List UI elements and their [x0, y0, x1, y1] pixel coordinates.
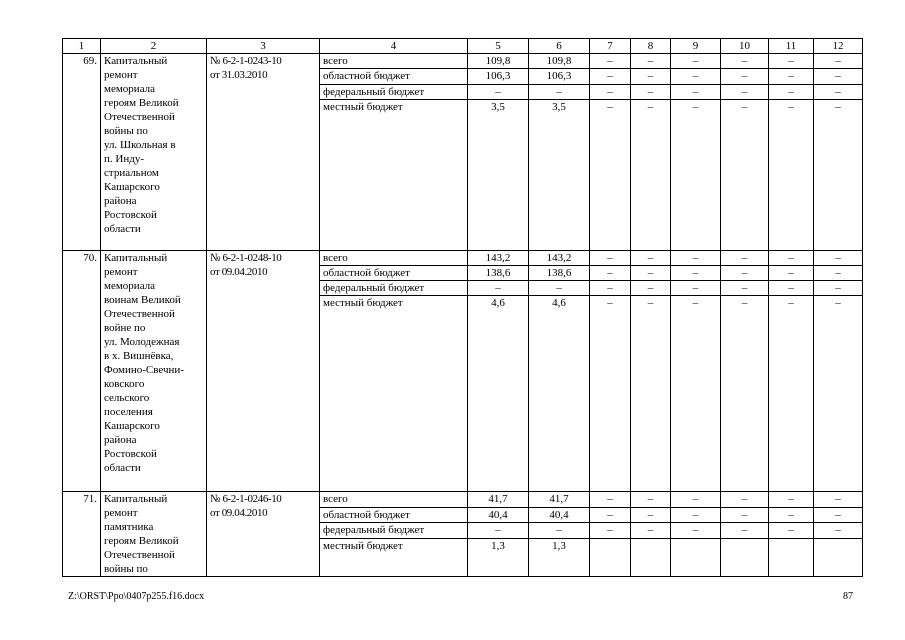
- name-line: Ростовской: [104, 447, 157, 460]
- doc-line: № 6-2-1-0246-10: [210, 493, 282, 506]
- value-cell: –: [769, 69, 814, 84]
- value-cell: –: [631, 523, 671, 538]
- value-cell: 109,8: [468, 54, 529, 69]
- value-cell: 3,5: [529, 99, 590, 250]
- budget-label: федеральный бюджет: [320, 281, 468, 296]
- name-line: мемориала: [104, 279, 156, 292]
- value-cell: 40,4: [529, 507, 590, 522]
- doc-line: от 31.03.2010: [210, 69, 268, 82]
- object-name-cell: [101, 54, 207, 251]
- value-cell: –: [671, 523, 721, 538]
- value-cell: 3,5: [468, 99, 529, 250]
- column-header: 10: [721, 39, 769, 54]
- value-cell: –: [814, 250, 863, 265]
- budget-label: местный бюджет: [320, 99, 468, 250]
- value-cell: –: [590, 265, 631, 280]
- value-cell: –: [590, 281, 631, 296]
- object-name-cell: [101, 492, 207, 577]
- value-cell: –: [721, 69, 769, 84]
- value-cell: –: [721, 250, 769, 265]
- value-cell: –: [671, 84, 721, 99]
- name-line: Капитальный: [104, 251, 168, 264]
- value-cell: [671, 538, 721, 577]
- document-ref-cell: [207, 54, 320, 251]
- column-header: 4: [320, 39, 468, 54]
- budget-table: [62, 38, 863, 577]
- name-line: Капитальный: [104, 493, 168, 506]
- value-cell: –: [631, 296, 671, 492]
- name-line: Кашарского: [104, 419, 160, 432]
- value-cell: 41,7: [529, 492, 590, 507]
- value-cell: –: [468, 84, 529, 99]
- value-cell: –: [590, 507, 631, 522]
- value-cell: –: [590, 296, 631, 492]
- value-cell: –: [814, 69, 863, 84]
- value-cell: –: [468, 281, 529, 296]
- value-cell: [721, 538, 769, 577]
- value-cell: –: [721, 523, 769, 538]
- value-cell: –: [814, 281, 863, 296]
- document-ref-cell: [207, 250, 320, 492]
- name-line: ремонт: [104, 69, 138, 82]
- value-cell: 106,3: [529, 69, 590, 84]
- value-cell: –: [590, 69, 631, 84]
- name-line: Отечественной: [104, 307, 175, 320]
- value-cell: –: [721, 281, 769, 296]
- page-number: 87: [843, 591, 853, 602]
- column-header: 11: [769, 39, 814, 54]
- value-cell: –: [721, 492, 769, 507]
- value-cell: 109,8: [529, 54, 590, 69]
- name-line: ковского: [104, 377, 145, 390]
- value-cell: 1,3: [529, 538, 590, 577]
- value-cell: –: [590, 99, 631, 250]
- value-cell: –: [769, 296, 814, 492]
- column-header: 7: [590, 39, 631, 54]
- value-cell: –: [631, 281, 671, 296]
- value-cell: 40,4: [468, 507, 529, 522]
- value-cell: –: [529, 84, 590, 99]
- value-cell: –: [769, 250, 814, 265]
- object-name-cell: [101, 250, 207, 492]
- value-cell: [814, 538, 863, 577]
- name-line: района: [104, 433, 137, 446]
- name-line: ул. Школьная в: [104, 139, 176, 152]
- budget-label: областной бюджет: [320, 507, 468, 522]
- value-cell: –: [631, 492, 671, 507]
- value-cell: –: [671, 250, 721, 265]
- name-line: области: [104, 223, 141, 236]
- value-cell: –: [769, 281, 814, 296]
- table-row: [63, 250, 863, 265]
- value-cell: –: [721, 99, 769, 250]
- value-cell: –: [590, 492, 631, 507]
- value-cell: [631, 538, 671, 577]
- name-line: ул. Молодежная: [104, 335, 180, 348]
- value-cell: –: [814, 99, 863, 250]
- name-line: области: [104, 461, 141, 474]
- value-cell: –: [721, 507, 769, 522]
- value-cell: 143,2: [529, 250, 590, 265]
- value-cell: 106,3: [468, 69, 529, 84]
- value-cell: –: [590, 84, 631, 99]
- value-cell: 1,3: [468, 538, 529, 577]
- value-cell: –: [671, 281, 721, 296]
- value-cell: –: [631, 54, 671, 69]
- name-line: героям Великой: [104, 97, 179, 110]
- value-cell: –: [631, 99, 671, 250]
- value-cell: 4,6: [529, 296, 590, 492]
- value-cell: –: [769, 492, 814, 507]
- name-line: поселения: [104, 405, 153, 418]
- column-header: 5: [468, 39, 529, 54]
- value-cell: –: [671, 296, 721, 492]
- header-row: [63, 39, 863, 54]
- value-cell: –: [769, 523, 814, 538]
- value-cell: –: [721, 84, 769, 99]
- value-cell: 143,2: [468, 250, 529, 265]
- name-line: сельского: [104, 391, 150, 404]
- value-cell: –: [671, 492, 721, 507]
- value-cell: –: [590, 250, 631, 265]
- name-line: стриальном: [104, 167, 159, 180]
- value-cell: 138,6: [468, 265, 529, 280]
- budget-label: всего: [320, 54, 468, 69]
- value-cell: [769, 538, 814, 577]
- name-line: Фомино-Свечни-: [104, 363, 184, 376]
- row-number: 69.: [63, 54, 101, 251]
- value-cell: –: [721, 265, 769, 280]
- value-cell: –: [769, 84, 814, 99]
- budget-label: областной бюджет: [320, 69, 468, 84]
- column-header: 3: [207, 39, 320, 54]
- budget-label: местный бюджет: [320, 538, 468, 577]
- value-cell: –: [529, 523, 590, 538]
- value-cell: –: [590, 523, 631, 538]
- value-cell: –: [671, 99, 721, 250]
- column-header: 12: [814, 39, 863, 54]
- column-header: 9: [671, 39, 721, 54]
- value-cell: –: [529, 281, 590, 296]
- row-number: 71.: [63, 492, 101, 577]
- value-cell: –: [814, 54, 863, 69]
- value-cell: –: [721, 54, 769, 69]
- name-line: войне по: [104, 321, 146, 334]
- budget-label: всего: [320, 492, 468, 507]
- column-header: 6: [529, 39, 590, 54]
- doc-line: № 6-2-1-0248-10: [210, 251, 282, 264]
- table-row: [63, 492, 863, 507]
- name-line: памятника: [104, 521, 154, 534]
- name-line: воинам Великой: [104, 293, 181, 306]
- value-cell: –: [769, 265, 814, 280]
- value-cell: –: [814, 84, 863, 99]
- value-cell: –: [814, 523, 863, 538]
- name-line: в х. Вишнёвка,: [104, 349, 174, 362]
- value-cell: –: [721, 296, 769, 492]
- column-header: 8: [631, 39, 671, 54]
- name-line: Отечественной: [104, 111, 175, 124]
- name-line: Отечественной: [104, 549, 175, 562]
- value-cell: –: [814, 492, 863, 507]
- budget-label: всего: [320, 250, 468, 265]
- name-line: мемориала: [104, 83, 156, 96]
- name-line: Кашарского: [104, 181, 160, 194]
- budget-label: федеральный бюджет: [320, 84, 468, 99]
- value-cell: –: [671, 507, 721, 522]
- name-line: района: [104, 195, 137, 208]
- value-cell: –: [769, 54, 814, 69]
- column-header: 1: [63, 39, 101, 54]
- value-cell: 41,7: [468, 492, 529, 507]
- value-cell: –: [631, 265, 671, 280]
- value-cell: –: [468, 523, 529, 538]
- value-cell: –: [814, 265, 863, 280]
- value-cell: –: [631, 69, 671, 84]
- value-cell: –: [769, 507, 814, 522]
- value-cell: 138,6: [529, 265, 590, 280]
- name-line: героям Великой: [104, 535, 179, 548]
- value-cell: [590, 538, 631, 577]
- name-line: войны по: [104, 125, 148, 138]
- doc-line: от 09.04.2010: [210, 265, 268, 278]
- value-cell: –: [671, 54, 721, 69]
- value-cell: –: [671, 265, 721, 280]
- value-cell: 4,6: [468, 296, 529, 492]
- value-cell: –: [631, 84, 671, 99]
- name-line: ремонт: [104, 507, 138, 520]
- budget-label: областной бюджет: [320, 265, 468, 280]
- name-line: ремонт: [104, 265, 138, 278]
- row-number: 70.: [63, 250, 101, 492]
- table-row: [63, 54, 863, 69]
- doc-line: от 09.04.2010: [210, 507, 268, 520]
- value-cell: –: [814, 507, 863, 522]
- name-line: Капитальный: [104, 55, 168, 68]
- name-line: п. Инду-: [104, 153, 144, 166]
- name-line: Ростовской: [104, 209, 157, 222]
- value-cell: –: [814, 296, 863, 492]
- doc-line: № 6-2-1-0243-10: [210, 55, 282, 68]
- value-cell: –: [671, 69, 721, 84]
- value-cell: –: [590, 54, 631, 69]
- budget-label: местный бюджет: [320, 296, 468, 492]
- budget-label: федеральный бюджет: [320, 523, 468, 538]
- footer-file-path: Z:\ORST\Ppo\0407p255.f16.docx: [68, 591, 205, 602]
- value-cell: –: [631, 250, 671, 265]
- column-header: 2: [101, 39, 207, 54]
- name-line: войны по: [104, 563, 148, 576]
- document-ref-cell: [207, 492, 320, 577]
- value-cell: –: [769, 99, 814, 250]
- value-cell: –: [631, 507, 671, 522]
